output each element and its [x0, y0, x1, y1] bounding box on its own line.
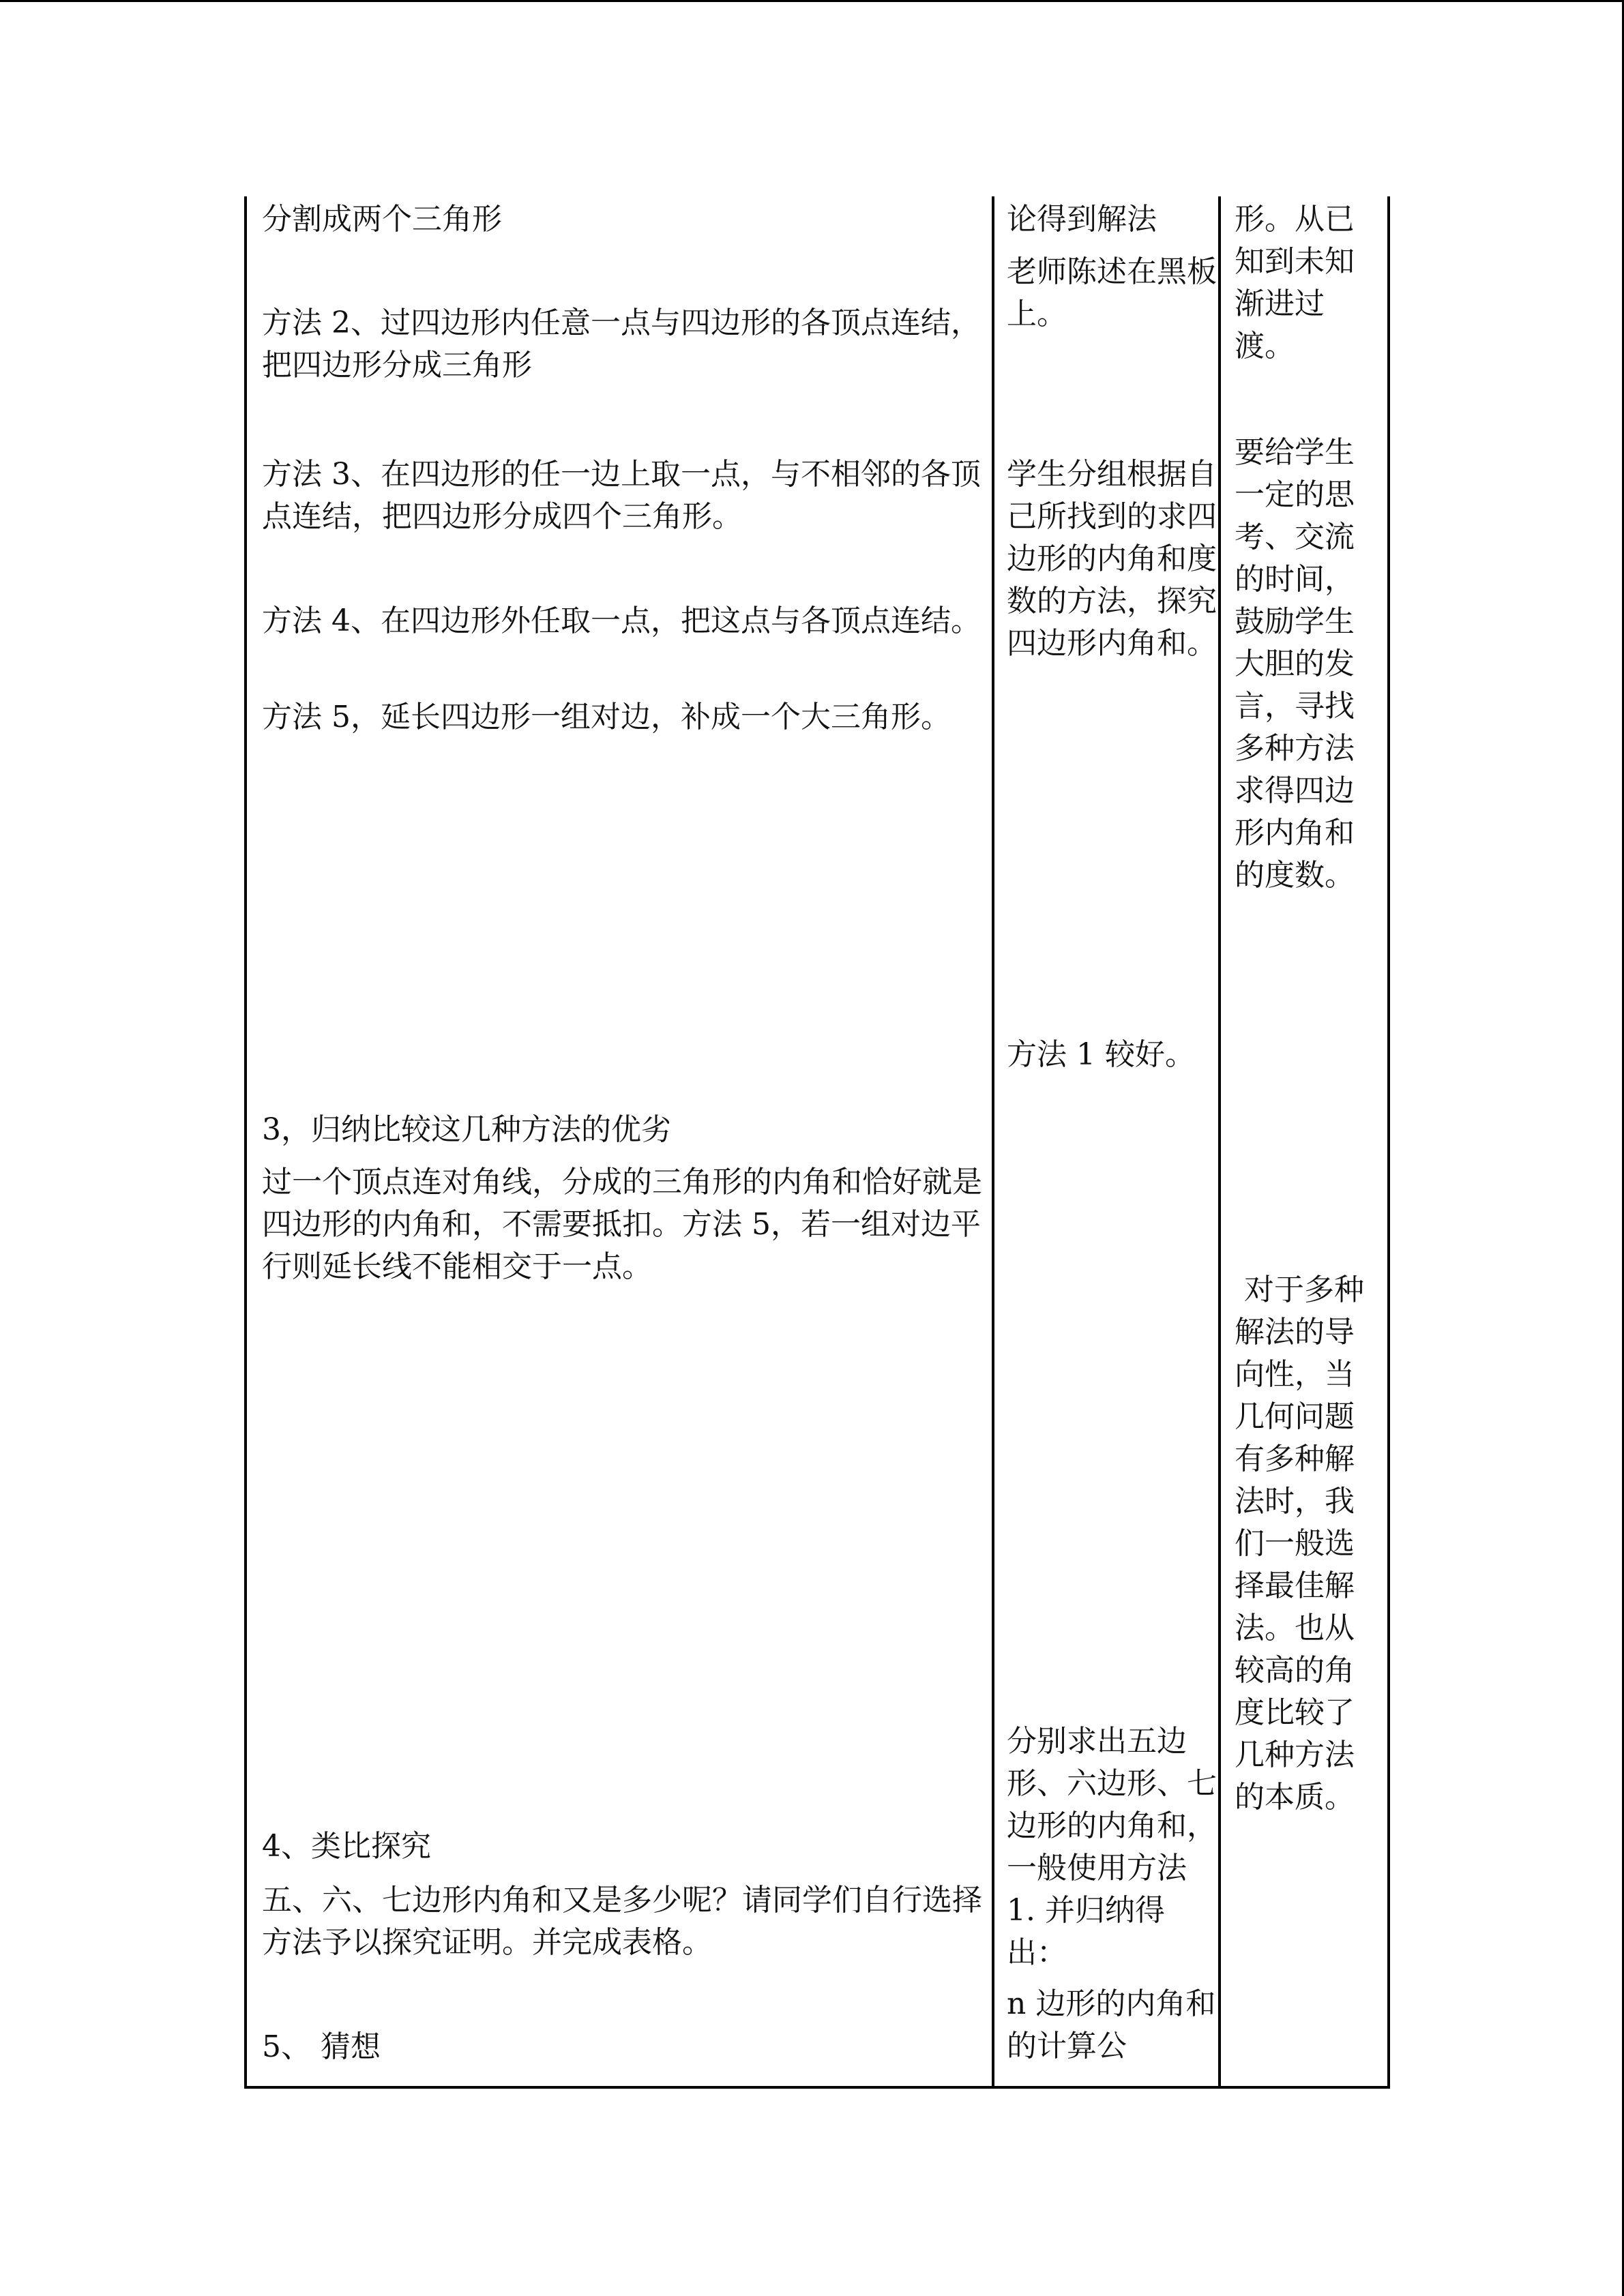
column-divider-1: [992, 196, 994, 2089]
intent-encourage-students: 要给学生一定的思考、交流的时间，鼓励学生大胆的发言，寻找多种方法求得四边形内角和的度数。: [1235, 435, 1355, 893]
activity-teacher-board: 老师陈述在黑板上。: [1007, 254, 1217, 331]
table-border-bottom: [244, 2086, 1390, 2089]
content-compare-heading: 3，归纳比较这几种方法的优劣: [262, 1112, 671, 1147]
intent-known-to-unknown: 形。从已知到未知渐进过渡。: [1235, 202, 1355, 363]
content-text-split-two-triangles: 分割成两个三角形: [262, 202, 502, 237]
content-method-5: 方法 5，延长四边形一组对边，补成一个大三角形。: [262, 700, 951, 734]
content-analogy-heading: 4、类比探究: [262, 1829, 431, 1864]
activity-formula: n 边形的内角和的计算公: [1007, 1986, 1216, 2063]
activity-polygon-angles: 分别求出五边形、六边形、七边形的内角和，一般使用方法 1. 并归纳得出：: [1007, 1724, 1217, 1970]
intent-best-solution: 对于多种解法的导向性，当几何问题有多种解法时，我们一般选择最佳解法。也从较高的角度比较了几种方法的本质。: [1235, 1272, 1364, 1815]
content-method-4: 方法 4、在四边形外任取一点，把这点与各顶点连结。: [262, 603, 981, 638]
activity-method-1-better: 方法 1 较好。: [1007, 1037, 1195, 1072]
content-method-2: 方法 2、过四边形内任意一点与四边形的各顶点连结，把四边形分成三角形: [262, 305, 981, 383]
content-method-3: 方法 3、在四边形的任一边上取一点，与不相邻的各顶点连结，把四边形分成四个三角形。: [262, 457, 981, 534]
column-divider-2: [1218, 196, 1221, 2089]
activity-group-explore: 学生分组根据自己所找到的求四边形的内角和度数的方法，探究四边形内角和。: [1007, 457, 1217, 661]
content-compare-text: 过一个顶点连对角线，分成的三角形的内角和恰好就是四边形的内角和，不需要抵扣。方法 5，若一组对边平行则延长线不能相交于一点。: [262, 1165, 982, 1284]
content-conjecture-heading: 5、 猜想: [262, 2029, 381, 2064]
table-border-left: [244, 196, 247, 2089]
activity-discuss-solution: 论得到解法: [1007, 202, 1157, 237]
table-border-right: [1387, 196, 1390, 2089]
content-analogy-text: 五、六、七边形内角和又是多少呢？请同学们自行选择方法予以探究证明。并完成表格。: [262, 1883, 982, 1960]
